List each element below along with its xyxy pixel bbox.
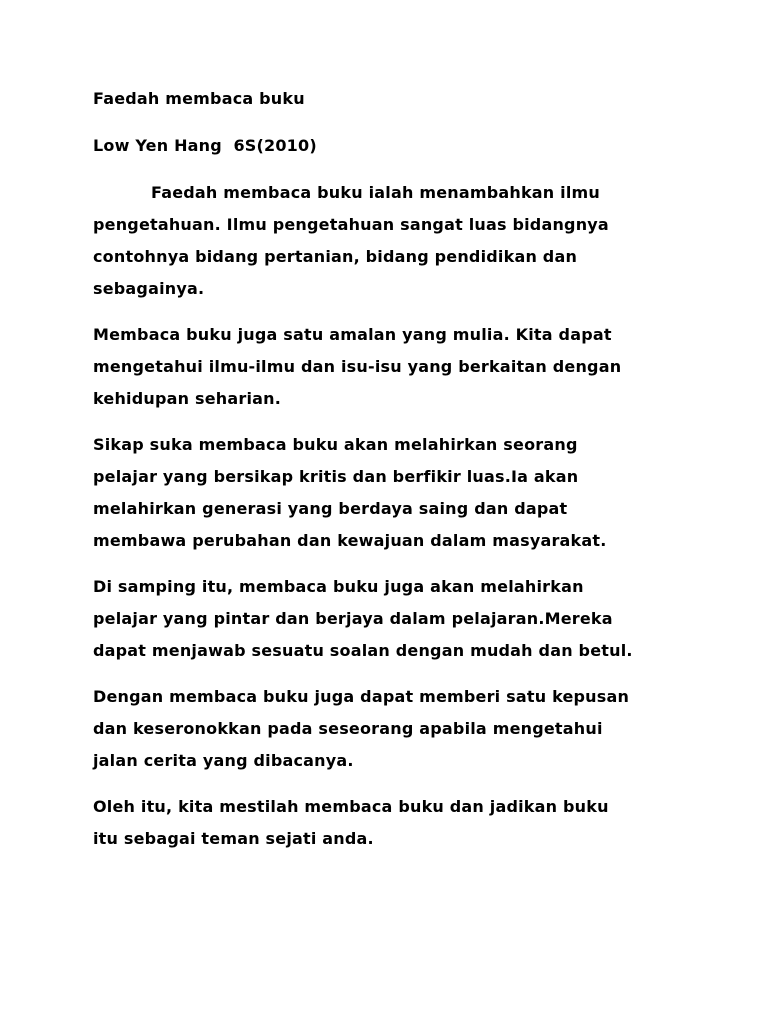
paragraph-line: membawa perubahan dan kewajuan dalam masyarakat.	[93, 531, 607, 550]
paragraph-line: dapat menjawab sesuatu soalan dengan mudah dan betul.	[93, 641, 633, 660]
paragraph-line: Oleh itu, kita mestilah membaca buku dan jadikan buku	[93, 797, 609, 816]
document-author: Low Yen Hang 6S(2010)	[93, 136, 317, 155]
paragraph-line: Di samping itu, membaca buku juga akan melahirkan	[93, 577, 584, 596]
document-title: Faedah membaca buku	[93, 89, 305, 108]
paragraph-1	[93, 177, 693, 305]
paragraph-line: dan keseronokkan pada seseorang apabila mengetahui	[93, 719, 603, 738]
paragraph-2	[93, 319, 693, 415]
paragraph-line: pengetahuan. Ilmu pengetahuan sangat luas bidangnya	[93, 215, 609, 234]
document-body	[93, 177, 693, 869]
paragraph-3	[93, 429, 693, 557]
paragraph-4	[93, 571, 693, 667]
paragraph-line: Faedah membaca buku ialah menambahkan ilmu	[151, 183, 600, 202]
paragraph-line: pelajar yang pintar dan berjaya dalam pelajaran.Mereka	[93, 609, 613, 628]
paragraph-line: contohnya bidang pertanian, bidang pendidikan dan	[93, 247, 578, 266]
paragraph-6	[93, 791, 693, 855]
paragraph-line: pelajar yang bersikap kritis dan berfikir luas.Ia akan	[93, 467, 579, 486]
paragraph-line: Sikap suka membaca buku akan melahirkan seorang	[93, 435, 578, 454]
paragraph-line: Dengan membaca buku juga dapat memberi satu kepusan	[93, 687, 630, 706]
paragraph-line: kehidupan seharian.	[93, 389, 281, 408]
paragraph-line: Membaca buku juga satu amalan yang mulia. Kita dapat	[93, 325, 612, 344]
paragraph-line: melahirkan generasi yang berdaya saing dan dapat	[93, 499, 568, 518]
paragraph-line: sebagainya.	[93, 279, 205, 298]
paragraph-line: mengetahui ilmu-ilmu dan isu-isu yang berkaitan dengan	[93, 357, 622, 376]
paragraph-5	[93, 681, 693, 777]
paragraph-line: jalan cerita yang dibacanya.	[93, 751, 354, 770]
paragraph-line: itu sebagai teman sejati anda.	[93, 829, 374, 848]
